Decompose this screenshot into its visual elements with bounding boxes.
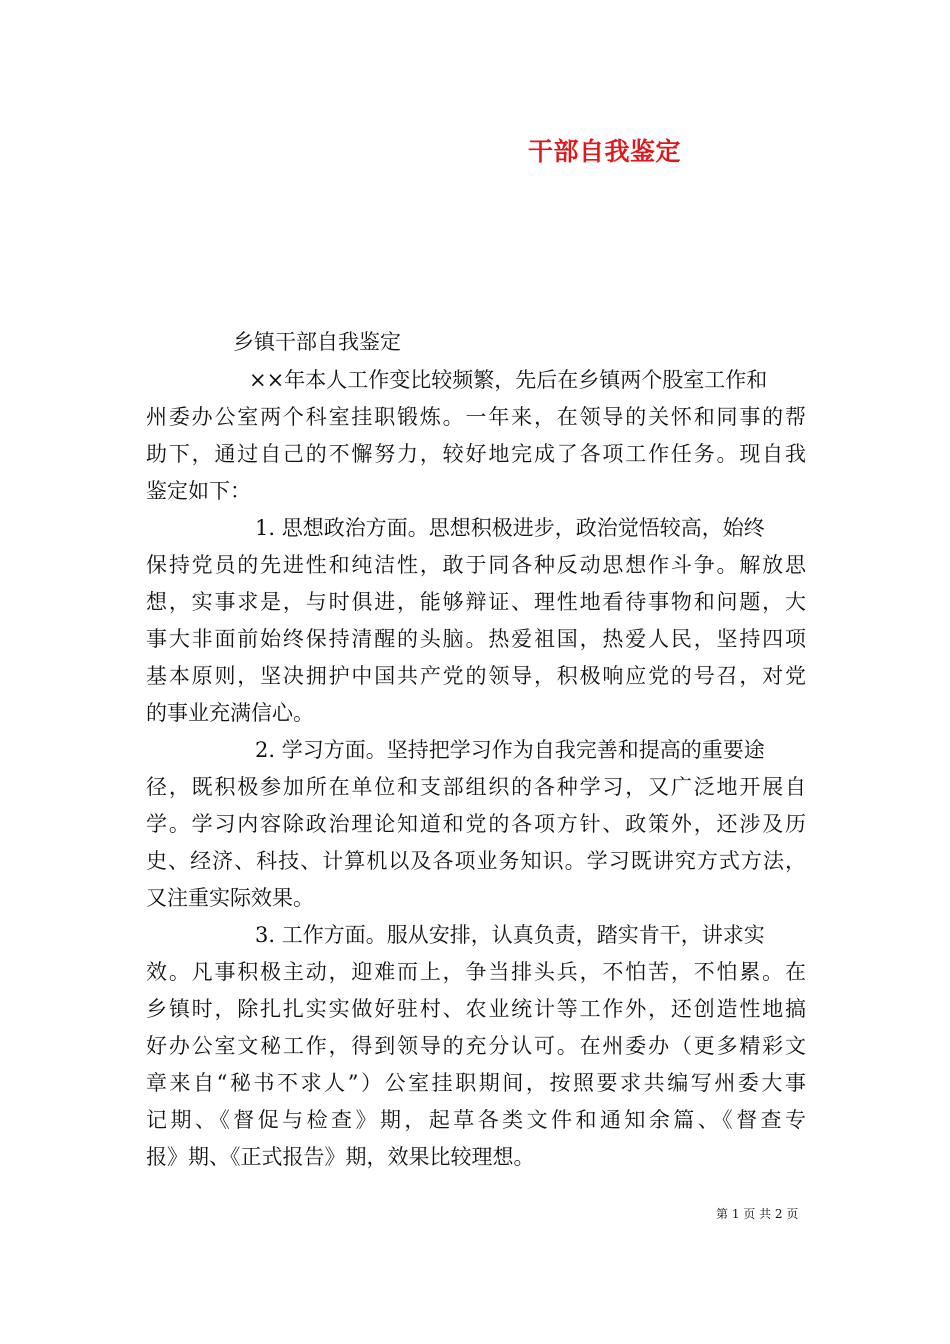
section-2-line: 又注重实际效果。	[146, 886, 314, 910]
intro-line: 鉴定如下：	[146, 479, 251, 503]
section-3-line: 效。凡事积极主动，迎难而上，争当排头兵，不怕苦，不怕累。在	[146, 960, 806, 984]
section-3-line: 好办公室文秘工作，得到领导的充分认可。在州委办（更多精彩文	[146, 1034, 806, 1058]
section-3-line: 记期、《督促与检查》期，起草各类文件和通知余篇、《督查专	[146, 1108, 806, 1132]
section-1-line: 1. 思想政治方面。思想积极进步，政治觉悟较高，始终	[255, 516, 765, 540]
section-3-line: 乡镇时，除扎扎实实做好驻村、农业统计等工作外，还创造性地搞	[146, 997, 806, 1021]
section-1-line: 基本原则，坚决拥护中国共产党的领导，积极响应党的号召，对党	[146, 664, 806, 688]
section-1-line: 保持党员的先进性和纯洁性，敢于同各种反动思想作斗争。解放思	[146, 553, 806, 577]
document-title: 干部自我鉴定	[528, 137, 682, 166]
section-1-line: 事大非面前始终保持清醒的头脑。热爱祖国，热爱人民，坚持四项	[146, 627, 806, 651]
section-2-line: 史、经济、科技、计算机以及各项业务知识。学习既讲究方式方法，	[146, 849, 806, 873]
section-3-line: 报》期、《正式报告》期，效果比较理想。	[146, 1145, 535, 1169]
section-1-line: 的事业充满信心。	[146, 701, 314, 725]
page-indicator: 第 1 页 共 2 页	[716, 1207, 799, 1221]
section-1-line: 想，实事求是，与时俱进，能够辩证、理性地看待事物和问题，大	[146, 590, 806, 614]
section-2-line: 径，既积极参加所在单位和支部组织的各种学习，又广泛地开展自	[146, 775, 806, 799]
document-subtitle: 乡镇干部自我鉴定	[233, 330, 401, 354]
intro-line: ××年本人工作变比较频繁，先后在乡镇两个股室工作和	[249, 368, 768, 392]
section-2-line: 2. 学习方面。坚持把学习作为自我完善和提高的重要途	[255, 738, 765, 762]
section-3-line: 章来自“秘书不求人”）公室挂职期间，按照要求共编写州委大事	[146, 1071, 806, 1095]
section-3-line: 3. 工作方面。服从安排，认真负责，踏实肯干，讲求实	[255, 923, 765, 947]
section-2-line: 学。学习内容除政治理论知道和党的各项方针、政策外，还涉及历	[146, 812, 806, 836]
intro-line: 助下，通过自己的不懈努力，较好地完成了各项工作任务。现自我	[146, 442, 806, 466]
intro-line: 州委办公室两个科室挂职锻炼。一年来，在领导的关怀和同事的帮	[146, 405, 806, 429]
